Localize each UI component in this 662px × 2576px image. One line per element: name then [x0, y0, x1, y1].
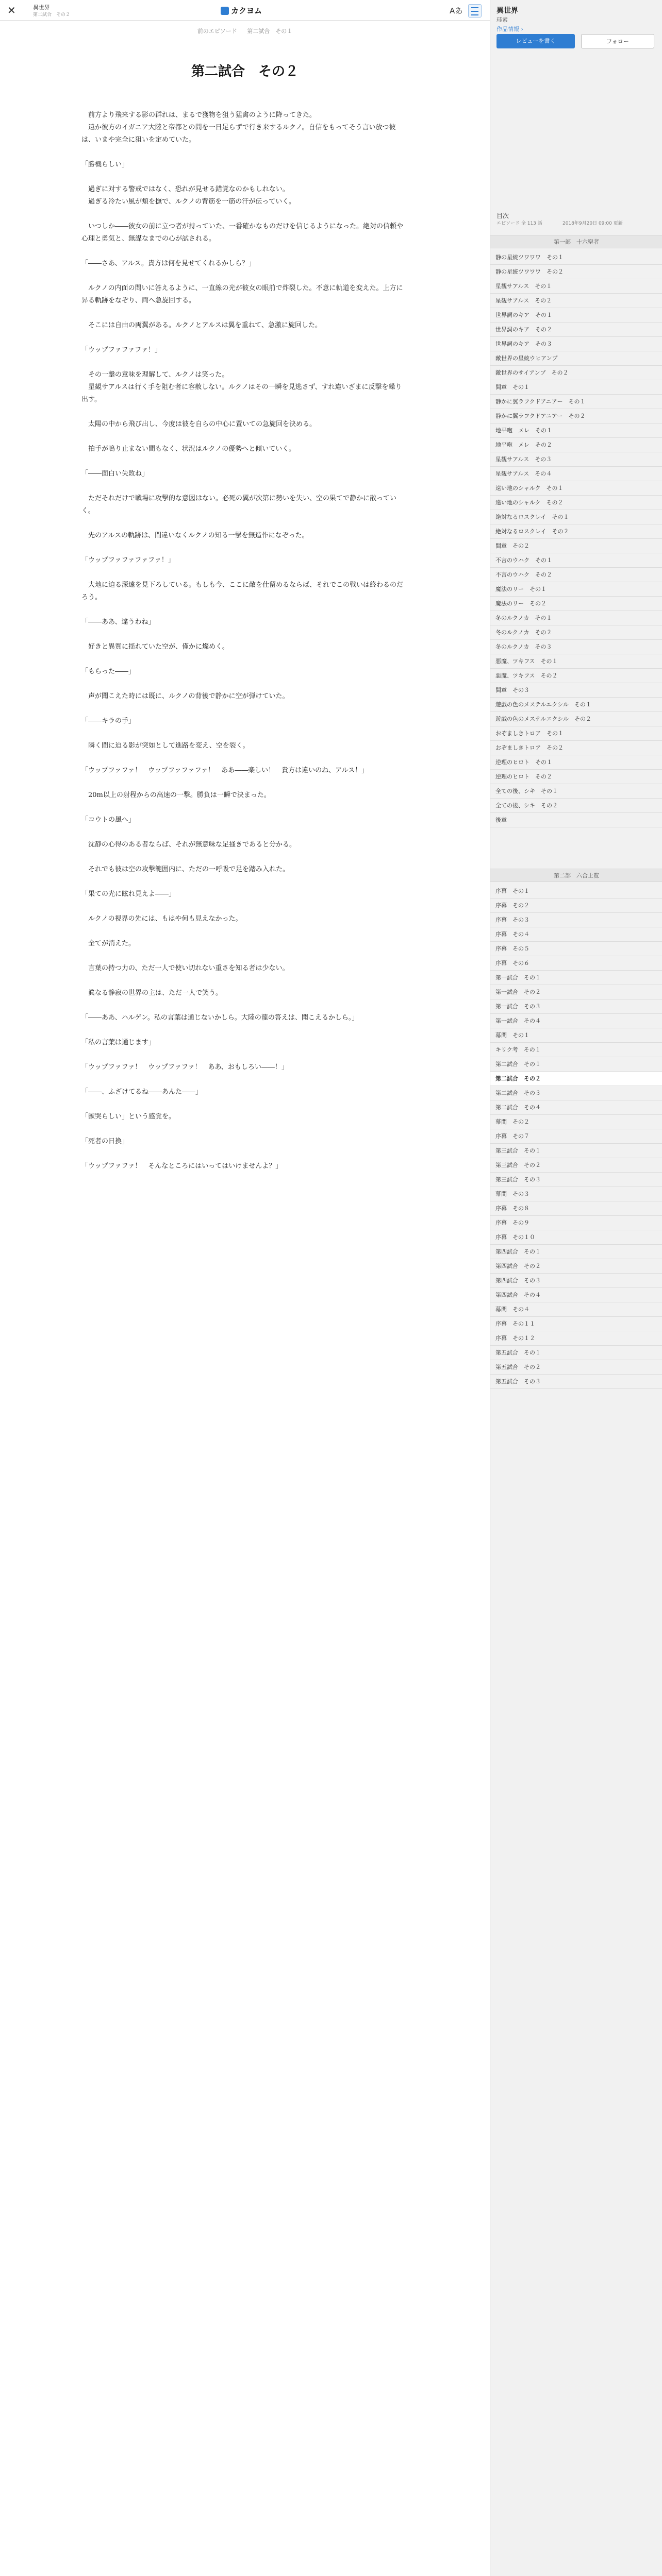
toc-episode-item[interactable]: 序幕 その３	[490, 913, 662, 927]
toc-episode-item[interactable]: 間章 その３	[490, 683, 662, 698]
toc-episode-item[interactable]: 幕間 その３	[490, 1187, 662, 1201]
toc-episode-item[interactable]: 星観サアルス その２	[490, 294, 662, 308]
toc-episode-item[interactable]: おぞましきトロア その２	[490, 741, 662, 755]
toc-episode-item[interactable]: 間章 その２	[490, 539, 662, 553]
body-paragraph: 声が聞こえた時には既に、ルクノの背後で静かに空が弾けていた。	[81, 692, 289, 700]
toc-episode-item[interactable]: 逆理のヒロト その１	[490, 755, 662, 770]
toc-episode-item[interactable]: 序幕 その９	[490, 1216, 662, 1230]
toc-episode-item[interactable]: 序幕 その１０	[490, 1230, 662, 1245]
body-paragraph: 瞬く間に迫る影が突如として進路を変え、空を裂く。	[81, 742, 250, 750]
sidebar-work-title[interactable]: 異世界	[496, 7, 518, 15]
toc-episode-item[interactable]: 全ての後、シキ その１	[490, 784, 662, 799]
toc-episode-item[interactable]: 序幕 その５	[490, 942, 662, 956]
toc-episode-item[interactable]: 後章	[490, 813, 662, 827]
body-paragraph: 言葉の持つ力の、ただ一人で使い切れない重さを知る者は少ない。	[81, 964, 289, 972]
body-paragraph: 大地に迫る深遠を見下ろしている。もしも今、ここに敵を仕留めるならば、それでこの戦いは終わるのだろう。	[81, 581, 404, 601]
toc-heading: 目次	[496, 212, 509, 219]
body-paragraph: 「もらった――」	[81, 668, 136, 675]
prev-episode-title[interactable]: 第二試合 その１	[247, 28, 293, 35]
work-title-small[interactable]: 異世界	[33, 4, 50, 11]
toc-episode-item[interactable]: 幕間 その４	[490, 1302, 662, 1317]
toc-episode-item[interactable]: 星観サアルス その１	[490, 279, 662, 294]
body-paragraph: 沈静の心得のある者ならば、それが無意味な足掻きであると分かる。	[81, 841, 296, 849]
toc-episode-item[interactable]: 第四試合 その４	[490, 1288, 662, 1302]
toc-episode-item[interactable]: 第一試合 その４	[490, 1014, 662, 1028]
toc-episode-item[interactable]: 地平咆 メレ その２	[490, 438, 662, 452]
toc-episode-item[interactable]: 第一試合 その２	[490, 985, 662, 999]
toc-episode-item[interactable]: 絶対なるロスクレイ その２	[490, 524, 662, 539]
toc-episode-list	[490, 884, 662, 1389]
toc-episode-item[interactable]: 第二試合 その２	[490, 1072, 662, 1086]
toc-episode-item[interactable]: 序幕 その１	[490, 884, 662, 899]
episode-title: 第二試合 その２	[191, 64, 299, 79]
toc-episode-item[interactable]: 序幕 その２	[490, 899, 662, 913]
toc-episode-item[interactable]: 悪魔、ツキフス その１	[490, 654, 662, 669]
toc-episode-item[interactable]: 第三試合 その３	[490, 1173, 662, 1187]
toc-episode-item[interactable]: 第五試合 その３	[490, 1375, 662, 1389]
menu-icon[interactable]	[468, 4, 482, 18]
toc-episode-item[interactable]: 冬のルクノカ その３	[490, 640, 662, 654]
toc-episode-item[interactable]: 敵世界のサイアンプ その２	[490, 366, 662, 380]
body-paragraph: 太陽の中から飛び出し、今度は彼を自らの中心に置いての急旋回を決める。	[81, 420, 317, 428]
body-paragraph: 「ウップファファ！ ウップファファ！ ああ、おもしろい――！」	[81, 1063, 288, 1071]
body-paragraph: そこには自由の両翼がある。ルクノとアルスは翼を重ねて、急激に旋回した。	[81, 321, 322, 329]
toc-episode-item[interactable]: 第二試合 その４	[490, 1100, 662, 1115]
toc-section-header[interactable]: 第二部 六合上覧	[490, 869, 662, 882]
body-paragraph: 「ウップファファファ！」	[81, 346, 161, 354]
toc-episode-item[interactable]: 地平咆 メレ その１	[490, 423, 662, 438]
toc-episode-item[interactable]: 幕間 その１	[490, 1028, 662, 1043]
body-paragraph: 「――さあ、アルス。貴方は何を見せてくれるかしら？」	[81, 260, 255, 267]
body-paragraph: 拍手が鳴り止まない間もなく、状況はルクノの優勢へと傾いていく。	[81, 445, 295, 453]
body-paragraph: いつしか――彼女の前に立つ者が持っていた、一番確かなものだけを信じるようになった。絶対の信頼や心理と勇気と、無謀なまでの心が試される。	[81, 223, 404, 243]
body-paragraph: 「――ああ、違うわね」	[81, 618, 155, 626]
body-paragraph: 先のアルスの軌跡は、間違いなくルクノの知る一撃を無造作になぞった。	[81, 532, 309, 539]
toc-episode-item[interactable]: 間章 その１	[490, 380, 662, 395]
toc-episode-list	[490, 250, 662, 827]
body-paragraph: ルクノの視界の先には、もはや何も見えなかった。	[81, 915, 242, 923]
body-paragraph: 「果ての光に眩れ見えよ――」	[81, 890, 176, 898]
sidebar-author[interactable]: 珪素	[496, 16, 508, 23]
toc-episode-item[interactable]: 第一試合 その１	[490, 971, 662, 985]
close-icon[interactable]: ✕	[7, 4, 16, 16]
toc-episode-item[interactable]: 序幕 その１２	[490, 1331, 662, 1346]
body-paragraph: その一撃の意味を理解して、ルクノは笑った。 星観サアルスは行く手を阻む者に容赦しない。ルクノはその一瞬を見逃さず、すれ違いざまに反撃を繰り出す。	[81, 371, 402, 403]
toc-episode-item[interactable]: 第二試合 その３	[490, 1086, 662, 1100]
toc-episode-item[interactable]: 第四試合 その３	[490, 1274, 662, 1288]
body-paragraph: 全てが消えた。	[81, 940, 136, 947]
body-paragraph: 「勝機らしい」	[81, 161, 129, 168]
toc-episode-item[interactable]: 不言のウハク その１	[490, 553, 662, 568]
toc-episode-item[interactable]: 冬のルクノカ その１	[490, 611, 662, 625]
toc-episode-item[interactable]: 序幕 その４	[490, 927, 662, 942]
updated-at: 2018年9月20日 09:00 更新	[562, 221, 623, 226]
body-paragraph: 好きと異質に揺れていた空が、僅かに燦めく。	[81, 643, 229, 651]
episode-body	[81, 109, 408, 1185]
sidebar	[490, 0, 662, 2576]
body-paragraph: 「――、ふざけてるね――あんた――」	[81, 1088, 203, 1096]
toc-episode-item[interactable]: おぞましきトロア その１	[490, 726, 662, 741]
episode-title-small: 第二試合 その２	[33, 12, 71, 18]
top-header	[0, 0, 490, 21]
body-paragraph: それでも彼は空の攻撃範囲内に、ただの一呼吸で足を踏み入れた。	[81, 866, 290, 873]
toc-episode-item[interactable]: 魔法のリー その２	[490, 597, 662, 611]
toc-episode-item[interactable]: 遠い地のシャルク その２	[490, 496, 662, 510]
toc-episode-item[interactable]: 第四試合 その２	[490, 1259, 662, 1274]
toc-episode-item[interactable]: 静の星統ツワワワ その２	[490, 265, 662, 279]
toc-episode-item[interactable]: 遊戯の色のメステルエクシル その２	[490, 712, 662, 726]
toc-episode-item[interactable]: 静かに翼ラフクドアニアー その２	[490, 409, 662, 423]
follow-button[interactable]: フォロー	[581, 34, 654, 48]
body-paragraph: 「――面白い失敗ね」	[81, 470, 149, 478]
body-paragraph: 「――キラの手」	[81, 717, 136, 725]
toc-episode-item[interactable]: 第一試合 その３	[490, 999, 662, 1014]
logo-text: カクヨム	[231, 6, 262, 15]
body-paragraph: 眞なる静寂の世界の主は、ただ一人で笑う。	[81, 989, 223, 997]
body-paragraph: 「死者の日換」	[81, 1138, 129, 1145]
toc-episode-item[interactable]: 序幕 その１１	[490, 1317, 662, 1331]
toc-episode-item[interactable]: 幕間 その２	[490, 1115, 662, 1129]
toc-episode-item[interactable]: 世界詞のキア その３	[490, 337, 662, 351]
toc-episode-item[interactable]: 第三試合 その２	[490, 1158, 662, 1173]
body-paragraph: 20m以上の射程からの高速の一撃。勝負は一瞬で決まった。	[81, 791, 271, 799]
body-paragraph: 前方より飛来する影の群れは、まるで獲物を狙う猛禽のように降ってきた。 遠か彼方のイガニア大陸と帝都との間を一日足らずで行き来するルクノ。自信をもってそう言い放つ彼は、いまや完全に狙いを定めていた。	[81, 111, 396, 144]
logo-mark-icon	[221, 7, 229, 15]
toc-episode-item[interactable]: 魔法のリー その１	[490, 582, 662, 597]
toc-episode-item[interactable]: 第五試合 その１	[490, 1346, 662, 1360]
font-size-icon[interactable]: Aあ	[450, 6, 463, 15]
toc-episode-item[interactable]: 遊戯の色のメステルエクシル その１	[490, 698, 662, 712]
episode-count: エピソード 全 113 話	[496, 221, 542, 226]
toc-episode-item[interactable]: 静の星統ツワワワ その１	[490, 250, 662, 265]
toc-episode-item[interactable]: 序幕 その７	[490, 1129, 662, 1144]
toc-episode-item[interactable]: 冬のルクノカ その２	[490, 625, 662, 640]
toc-episode-item[interactable]: 星観サアルス その４	[490, 467, 662, 481]
toc-episode-item[interactable]: 敵世界の星統ウヒアンプ	[490, 351, 662, 366]
write-review-button[interactable]: レビューを書く	[496, 34, 575, 48]
body-paragraph: ただそれだけで戦場に攻撃的な意図はない。必死の翼が次第に勢いを失い、空の果てで静かに散っていく。	[81, 495, 397, 515]
toc-episode-item[interactable]: 絶対なるロスクレイ その１	[490, 510, 662, 524]
body-paragraph: 「――ああ、ハルゲン。私の言葉は通じないかしら。大陸の龍の答えは、聞こえるかしら。」	[81, 1014, 359, 1022]
body-paragraph: 「獣哭らしい」という感覚を。	[81, 1113, 176, 1121]
toc-episode-item[interactable]: 遠い地のシャルク その１	[490, 481, 662, 496]
toc-episode-item[interactable]: 第五試合 その２	[490, 1360, 662, 1375]
body-paragraph: 「ウップファファ！ そんなところにはいってはいけませんよ？」	[81, 1162, 283, 1170]
toc-section-header[interactable]: 第一部 十六聖者	[490, 235, 662, 248]
body-paragraph: 「ウップファファ！ ウップファファファ！ ああ――楽しい！ 貴方は違いのね、アルス！」	[81, 767, 369, 774]
toc-episode-item[interactable]: 第三試合 その１	[490, 1144, 662, 1158]
toc-episode-item[interactable]: 第四試合 その１	[490, 1245, 662, 1259]
toc-episode-item[interactable]: 星観サアルス その３	[490, 452, 662, 467]
toc-episode-item[interactable]: 第二試合 その１	[490, 1057, 662, 1072]
toc-episode-item[interactable]: 世界詞のキア その１	[490, 308, 662, 323]
toc-episode-item[interactable]: 逆理のヒロト その２	[490, 770, 662, 784]
toc-episode-item[interactable]: キリク考 その１	[490, 1043, 662, 1057]
body-paragraph: 「私の言葉は通じます」	[81, 1039, 156, 1046]
toc-episode-item[interactable]: 悪魔、ツキフス その２	[490, 669, 662, 683]
toc-episode-item[interactable]: 序幕 その６	[490, 956, 662, 971]
body-paragraph: 過ぎに対する警戒ではなく、恐れが見せる錯覚なのかもしれない。 過ぎる冷たい風が頬を撫で、ルクノの背筋を一筋の汗が伝っていく。	[88, 185, 295, 206]
toc-episode-item[interactable]: 静かに翼ラフクドアニアー その１	[490, 395, 662, 409]
site-logo[interactable]	[221, 5, 262, 16]
toc-episode-item[interactable]: 不言のウハク その２	[490, 568, 662, 582]
chapter-nav	[0, 27, 490, 35]
work-info-link[interactable]: 作品情報 ›	[496, 26, 523, 32]
body-paragraph: 「コウトの風へ」	[81, 816, 136, 824]
toc-episode-item[interactable]: 全ての後、シキ その２	[490, 799, 662, 813]
prev-episode-link[interactable]: 前のエピソード	[197, 28, 237, 35]
toc-episode-item[interactable]: 世界詞のキア その２	[490, 323, 662, 337]
body-paragraph: 「ウップファファファファ！」	[81, 556, 175, 564]
toc-episode-item[interactable]: 序幕 その８	[490, 1201, 662, 1216]
body-paragraph: ルクノの内面の問いに答えるように、一直線の光が彼女の眼前で炸裂した。不意に軌道を変えた。上方に昇る軌跡をなぞり、両へ急旋回する。	[81, 284, 403, 304]
